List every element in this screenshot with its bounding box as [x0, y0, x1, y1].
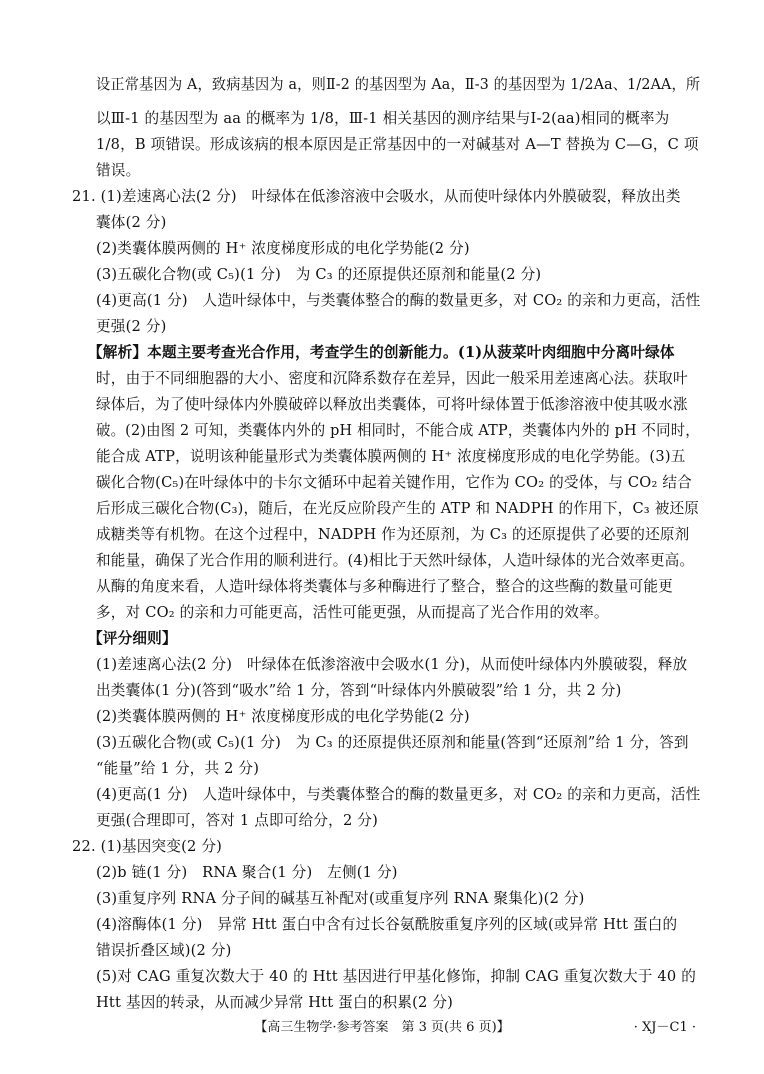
text-line: Htt 基因的转录，从而减少异常 Htt 蛋白的积累(2 分) [96, 994, 454, 1011]
text-line: 从酶的角度来看，人造叶绿体将类囊体与多种酶进行了整合，整合的这些酶的数量可能更 [96, 578, 673, 595]
text-line: (3)五碳化合物(或 C₅)(1 分) 为 C₃ 的还原提供还原剂和能量(2 分) [96, 266, 542, 283]
text-line: 错误。 [96, 162, 141, 179]
paper-code: · XJ－C1 · [633, 1020, 696, 1035]
text-line: 囊体(2 分) [96, 214, 167, 231]
text-line: 绿体后，为了使叶绿体内外膜破碎以释放出类囊体，可将叶绿体置于低渗溶液中使其吸水涨 [96, 396, 688, 413]
text-line: 多，对 CO₂ 的亲和力可能更高，活性可能更强，从而提高了光合作用的效率。 [96, 604, 609, 621]
text-line: (3)五碳化合物(或 C₅)(1 分) 为 C₃ 的还原提供还原剂和能量(答到“还原剂”给 1 分，答到 [96, 734, 689, 751]
text-line: (4)溶酶体(1 分) 异常 Htt 蛋白中含有过长谷氨酰胺重复序列的区域(或异常 Htt 蛋白的 [96, 916, 678, 933]
text-line: 破。(2)由图 2 可知，类囊体内外的 pH 相同时，不能合成 ATP，类囊体内外的 pH 不同时， [96, 422, 700, 439]
text-line: (1)差速离心法(2 分) 叶绿体在低渗溶液中会吸水(1 分)，从而使叶绿体内外膜破裂，释放 [96, 656, 688, 673]
text-line: (3)重复序列 RNA 分子间的碱基互补配对(或重复序列 RNA 聚集化)(2 分) [96, 890, 585, 907]
question-22-answer: 22. (1)基因突变(2 分) [72, 838, 223, 855]
text-line: 时，由于不同细胞器的大小、密度和沉降系数存在差异，因此一般采用差速离心法。获取叶 [96, 370, 688, 387]
text-line: 出类囊体(1 分)(答到“吸水”给 1 分，答到“叶绿体内外膜破裂”给 1 分，共 2 分) [96, 682, 622, 699]
text-line: 成糖类等有机物。在这个过程中，NADPH 作为还原剂，为 C₃ 的还原提供了必要的还原剂 [96, 526, 690, 543]
text-line: 设正常基因为 A，致病基因为 a，则Ⅱ-2 的基因型为 Aa，Ⅱ-3 的基因型为 1/2Aa、1/2AA，所 [96, 76, 701, 93]
text-line: 更强(合理即可，答对 1 点即可给分，2 分) [96, 812, 378, 829]
text-line: 1/8，B 项错误。形成该病的根本原因是正常基因中的一对碱基对 A—T 替换为 C—G，C 项 [96, 136, 699, 153]
text-line: 能合成 ATP，说明该种能量形式为类囊体膜两侧的 H⁺ 浓度梯度形成的电化学势能。(3)五 [96, 448, 686, 465]
page-footer: 【高三生物学·参考答案 第 3 页(共 6 页)】 [254, 1020, 510, 1035]
text-line: 错误折叠区域)(2 分) [96, 942, 232, 959]
text-line: 更强(2 分) [96, 318, 167, 335]
text-line: 以Ⅲ-1 的基因型为 aa 的概率为 1/8，Ⅲ-1 相关基因的测序结果与Ⅰ-2(aa)相同的概率为 [96, 110, 670, 127]
text-line: (4)更高(1 分) 人造叶绿体中，与类囊体整合的酶的数量更多，对 CO₂ 的亲和力更高，活性 [96, 292, 701, 309]
text-line: 和能量，确保了光合作用的顺利进行。(4)相比于天然叶绿体，人造叶绿体的光合效率更高。 [96, 552, 695, 569]
analysis-heading: 【解析】本题主要考查光合作用，考查学生的创新能力。(1)从菠菜叶肉细胞中分离叶绿体 [88, 344, 675, 361]
text-line: 后形成三碳化合物(C₃)，随后，在光反应阶段产生的 ATP 和 NADPH 的作用下，C₃ 被还原 [96, 500, 700, 517]
text-line: “能量”给 1 分，共 2 分) [96, 760, 260, 777]
text-line: (4)更高(1 分) 人造叶绿体中，与类囊体整合的酶的数量更多，对 CO₂ 的亲和力更高，活性 [96, 786, 701, 803]
text-line: (5)对 CAG 重复次数大于 40 的 Htt 基因进行甲基化修饰，抑制 CAG 重复次数大于 40 的 [96, 968, 697, 985]
text-line: 碳化合物(C₅)在叶绿体中的卡尔文循环中起着关键作用，它作为 CO₂ 的受体，与 CO₂ 结合 [96, 474, 692, 491]
text-line: (2)类囊体膜两侧的 H⁺ 浓度梯度形成的电化学势能(2 分) [96, 240, 470, 257]
text-line: (2)b 链(1 分) RNA 聚合(1 分) 左侧(1 分) [96, 864, 398, 881]
text-line: (2)类囊体膜两侧的 H⁺ 浓度梯度形成的电化学势能(2 分) [96, 708, 470, 725]
scoring-heading: 【评分细则】 [88, 630, 177, 647]
question-21-answer: 21. (1)差速离心法(2 分) 叶绿体在低渗溶液中会吸水，从而使叶绿体内外膜破裂，释放出类 [72, 188, 681, 205]
